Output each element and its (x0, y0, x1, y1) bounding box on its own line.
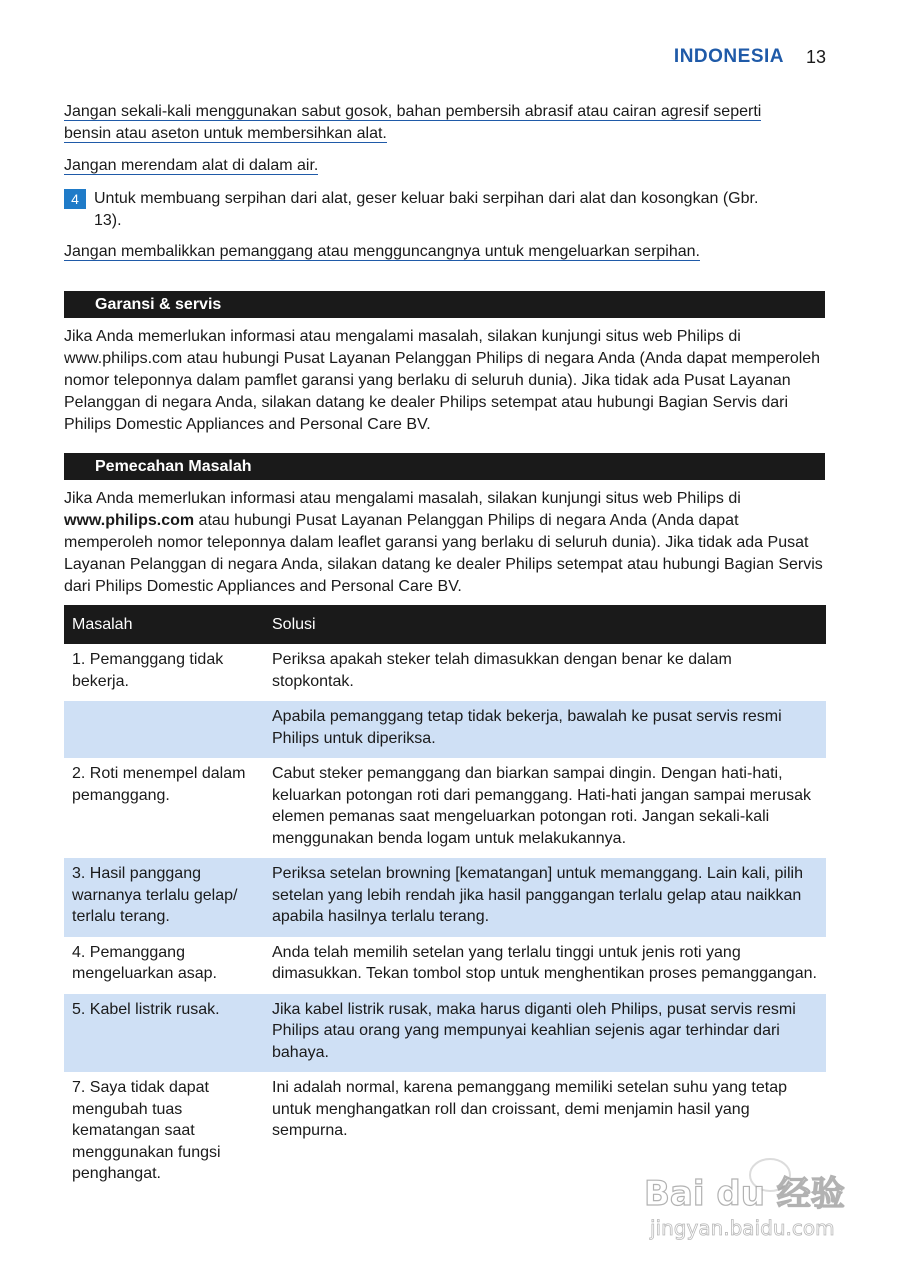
warning-abrasive-line2: bensin atau aseton untuk membersihkan alat. (64, 125, 387, 142)
warning-abrasive-line1: Jangan sekali-kali menggunakan sabut gosok, bahan pembersih abrasif atau cairan agresif seperti (64, 103, 762, 120)
table-header-row (64, 605, 826, 644)
problem-cell: 5. Kabel listrik rusak. (64, 994, 264, 1073)
section-title-troubleshooting: Pemecahan Masalah (64, 453, 825, 480)
warning-water-text: Jangan merendam alat di dalam air. (64, 157, 319, 174)
solution-cell: Ini adalah normal, karena pemanggang memiliki setelan suhu yang tetap untuk menghangatkan roll dan croissant, demi menjamin hasil yang sempurna. (272, 1079, 787, 1139)
troubleshooting-body (64, 488, 826, 598)
problem-cell: 2. Roti menempel dalam pemanggang. (72, 765, 246, 804)
solution-cell: Jika kabel listrik rusak, maka harus diganti oleh Philips, pusat servis resmi Philips atau orang yang mempunyai keahlian sejenis agar terhindar dari bahaya. (264, 994, 826, 1073)
warning-shake (64, 241, 814, 263)
solution-cell: Periksa setelan browning [kematangan] untuk memanggang. Lain kali, pilih setelan yang lebih rendah jika hasil panggangan terlalu gelap atau naikkan apabila hasilnya terlalu terang. (264, 858, 826, 937)
troubleshooting-table (64, 605, 826, 1194)
troubleshooting-body-post: atau hubungi Pusat Layanan Pelanggan Philips di negara Anda (Anda dapat memperoleh nomor teleponnya dalam leaflet garansi yang berlaku di seluruh dunia). Jika tidak ada Pusat Layanan Pelanggan di negara Anda, silakan datang ke dealer Philips setempat atau hubungi Bagian Servis dari Philips Domestic Appliances and Personal Care BV. (64, 512, 823, 595)
warning-water (64, 155, 814, 177)
language-header: INDONESIA (673, 46, 784, 67)
philips-link[interactable]: www.philips.com (64, 512, 195, 529)
table-row (64, 701, 826, 758)
baidu-watermark (640, 1145, 860, 1245)
problem-cell: 7. Saya tidak dapat mengubah tuas kematangan saat menggunakan fungsi penghangat. (72, 1079, 221, 1182)
step-text: Untuk membuang serpihan dari alat, geser keluar baki serpihan dari alat dan kosongkan (Gbr. 13). (94, 190, 759, 229)
table-row (64, 937, 826, 994)
warning-shake-text: Jangan membalikkan pemanggang atau mengguncangnya untuk mengeluarkan serpihan. (64, 243, 700, 260)
table-row (64, 994, 826, 1073)
table-row (64, 858, 826, 937)
warranty-body: Jika Anda memerlukan informasi atau mengalami masalah, silakan kunjungi situs web Philips di www.philips.com atau hubungi Pusat Layanan Pelanggan Philips di negara Anda (Anda dapat memperoleh nomor teleponnya dalam pamflet garansi yang berlaku di seluruh dunia). Jika tidak ada Pusat Layanan Pelanggan di negara Anda, silakan datang ke dealer Philips setempat atau hubungi Bagian Servis dari Philips Domestic Appliances and Personal Care BV. (64, 328, 821, 433)
troubleshooting-body-pre: Jika Anda memerlukan informasi atau mengalami masalah, silakan kunjungi situs web Philips di (64, 490, 741, 507)
solution-cell: Anda telah memilih setelan yang terlalu tinggi untuk jenis roti yang dimasukkan. Tekan tombol stop untuk menghentikan proses pemanggangan. (272, 943, 817, 982)
problem-cell: 3. Hasil panggang warnanya terlalu gelap/ terlalu terang. (64, 858, 264, 937)
step-4 (64, 188, 764, 232)
section-title-warranty: Garansi & servis (64, 291, 825, 318)
watermark-url: jingyan.baidu.com (650, 1216, 835, 1240)
page-number: 13 (805, 47, 826, 67)
header-solution: Solusi (264, 605, 826, 644)
watermark-brand: Bai du 经验 (644, 1174, 845, 1214)
warning-abrasive (64, 101, 814, 145)
solution-cell: Cabut steker pemanggang dan biarkan sampai dingin. Dengan hati-hati, keluarkan potongan roti dari pemanggang. Hati-hati jangan sampai merusak elemen pemanas saat mengeluarkan potongan roti. Jangan sekali-kali menggunakan benda logam untuk melakukannya. (272, 765, 811, 847)
problem-cell: 1. Pemanggang tidak bekerja. (72, 651, 224, 690)
header-problem: Masalah (64, 605, 264, 644)
problem-cell (64, 701, 264, 758)
step-number-badge: 4 (64, 189, 86, 209)
solution-cell: Periksa apakah steker telah dimasukkan dengan benar ke dalam stopkontak. (272, 651, 732, 690)
table-row (64, 644, 826, 701)
solution-cell: Apabila pemanggang tetap tidak bekerja, bawalah ke pusat servis resmi Philips untuk diperiksa. (264, 701, 826, 758)
problem-cell: 4. Pemanggang mengeluarkan asap. (72, 943, 217, 982)
table-row (64, 758, 826, 858)
